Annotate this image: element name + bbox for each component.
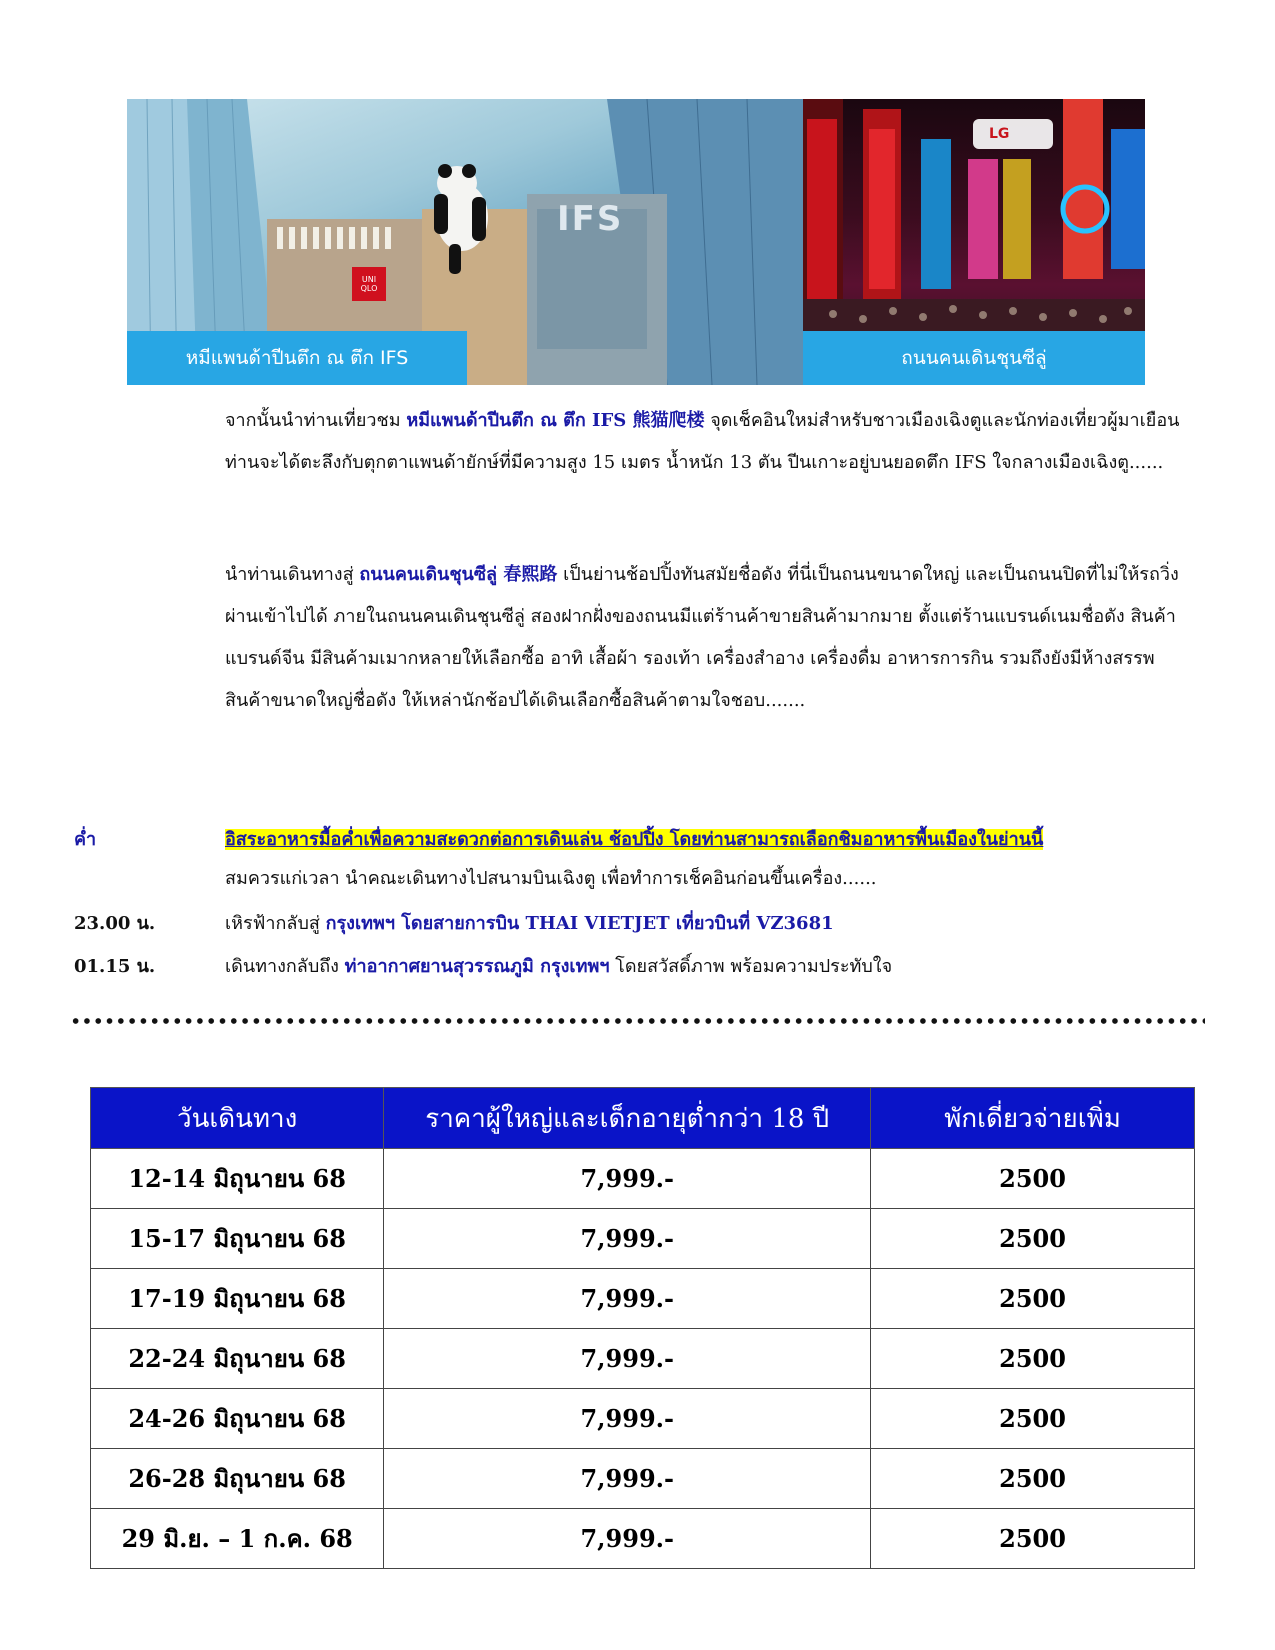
header-single-supplement: พักเดี่ยวจ่ายเพิ่ม: [871, 1088, 1195, 1149]
ifs-panda-photo: [127, 99, 803, 385]
table-row: [91, 1509, 1195, 1569]
table-row: [91, 1209, 1195, 1269]
table-row: [91, 1149, 1195, 1209]
table-row: [91, 1389, 1195, 1449]
dinner-highlight: อิสระอาหารมื้อค่ำเพื่อความสะดวกต่อการเดินเล่น ช้อปปิ้ง โดยท่านสามารถเลือกชิมอาหารพื้นเมืองในย่านนี้: [225, 829, 1044, 850]
banner: [127, 99, 1145, 385]
chunxi-description: [225, 554, 1200, 722]
price-cell: 7,999.-: [384, 1389, 871, 1449]
travel-date-cell: 15-17 มิถุนายน 68: [91, 1209, 384, 1269]
left-caption: หมีแพนด้าปีนตึก ณ ตึก IFS: [127, 331, 467, 385]
supplement-cell: 2500: [871, 1509, 1195, 1569]
ifs-body-text: จุดเช็คอินใหม่สำหรับชาวเมืองเฉิงตูและนักท่องเที่ยวผู้มาเยือน ท่านจะได้ตะลึงกับตุกตาแพนด้ายักษ์ที่มีความสูง 15 เมตร น้ำหนัก 13 ตัน ปีนเกาะอยู่บนยอดตึก IFS ใจกลางเมืองเฉิงตู......: [225, 410, 1180, 473]
chunxi-body-text: เป็นย่านช้อปปิ้งทันสมัยชื่อดัง ที่นี่เป็นถนนขนาดใหญ่ และเป็นถนนปิดที่ไม่ให้รถวิ่งผ่านเข้าไปได้ ภายในถนนคนเดินชุนซีลู่ สองฝากฝั่งของถนนมีแต่ร้านค้าขายสินค้ามากมาย ตั้งแต่ร้านแบรนด์เนมชื่อดัง สินค้าแบรนด์จีน มีสินค้ามเมากหลายให้เลือกซื้อ อาทิ เสื้อผ้า รองเท้า เครื่องสำอาง เครื่องดื่ม อาหารการกิน รวมถึงยังมีห้างสรรพสินค้าขนาดใหญ่ชื่อดัง ให้เหล่านักช้อปได้เดินเลือกซื้อสินค้าตามใจชอบ.......: [225, 564, 1179, 711]
lg-sign: LG: [989, 126, 1010, 142]
travel-date-cell: 26-28 มิถุนายน 68: [91, 1449, 384, 1509]
dinner-label: ค่ำ: [74, 829, 97, 850]
arrival-pre-text: เดินทางกลับถึง: [225, 956, 345, 977]
supplement-cell: 2500: [871, 1329, 1195, 1389]
flight-highlight: กรุงเทพฯ โดยสายการบิน THAI VIETJET เที่ยวบินที่ VZ3681: [325, 913, 834, 934]
dotted-divider: [70, 1016, 1205, 1026]
table-row: [91, 1269, 1195, 1329]
flight-line: [225, 907, 1205, 941]
price-cell: 7,999.-: [384, 1149, 871, 1209]
travel-date-cell: 22-24 มิถุนายน 68: [91, 1329, 384, 1389]
ifs-intro-text: จากนั้นนำท่านเที่ยวชม: [225, 410, 407, 431]
dinner-text: สมควรแก่เวลา นำคณะเดินทางไปสนามบินเฉิงตู เพื่อทำการเช็คอินก่อนขึ้นเครื่อง......: [225, 868, 877, 889]
price-cell: 7,999.-: [384, 1269, 871, 1329]
dinner-line-1: [225, 823, 1205, 857]
flight-time: 23.00 น.: [74, 913, 156, 934]
arrival-highlight: ท่าอากาศยานสุวรรณภูมิ กรุงเทพฯ: [344, 956, 610, 977]
chunxi-road-highlight: ถนนคนเดินชุนซีลู่ 春熙路: [359, 564, 558, 585]
chunxi-intro-text: นำท่านเดินทางสู่: [225, 564, 360, 585]
header-price: ราคาผู้ใหญ่และเด็กอายุต่ำกว่า 18 ปี: [384, 1088, 871, 1149]
arrival-line: [225, 950, 1205, 984]
travel-date-cell: 17-19 มิถุนายน 68: [91, 1269, 384, 1329]
chunxi-road-photo: [803, 99, 1145, 385]
supplement-cell: 2500: [871, 1449, 1195, 1509]
price-table: [90, 1087, 1195, 1569]
price-cell: 7,999.-: [384, 1509, 871, 1569]
travel-date-cell: 24-26 มิถุนายน 68: [91, 1389, 384, 1449]
header-travel-date: วันเดินทาง: [91, 1088, 384, 1149]
price-cell: 7,999.-: [384, 1329, 871, 1389]
travel-date-cell: 12-14 มิถุนายน 68: [91, 1149, 384, 1209]
arrival-time: 01.15 น.: [74, 956, 156, 977]
supplement-cell: 2500: [871, 1269, 1195, 1329]
supplement-cell: 2500: [871, 1209, 1195, 1269]
table-header-row: [91, 1088, 1195, 1149]
price-cell: 7,999.-: [384, 1209, 871, 1269]
ifs-logo: IFS: [557, 199, 624, 239]
right-caption: ถนนคนเดินชุนซีลู่: [803, 331, 1145, 385]
ifs-description: [225, 400, 1200, 484]
table-row: [91, 1449, 1195, 1509]
supplement-cell: 2500: [871, 1389, 1195, 1449]
flight-pre-text: เหิรฟ้ากลับสู่: [225, 913, 326, 934]
supplement-cell: 2500: [871, 1149, 1195, 1209]
uniqlo-logo: UNI QLO: [360, 275, 378, 293]
table-row: [91, 1329, 1195, 1389]
ifs-panda-highlight: หมีแพนด้าปีนตึก ณ ตึก IFS 熊猫爬楼: [406, 410, 705, 431]
travel-date-cell: 29 มิ.ย. – 1 ก.ค. 68: [91, 1509, 384, 1569]
price-cell: 7,999.-: [384, 1449, 871, 1509]
arrival-post-text: โดยสวัสดิ์ภาพ พร้อมความประทับใจ: [609, 956, 893, 977]
